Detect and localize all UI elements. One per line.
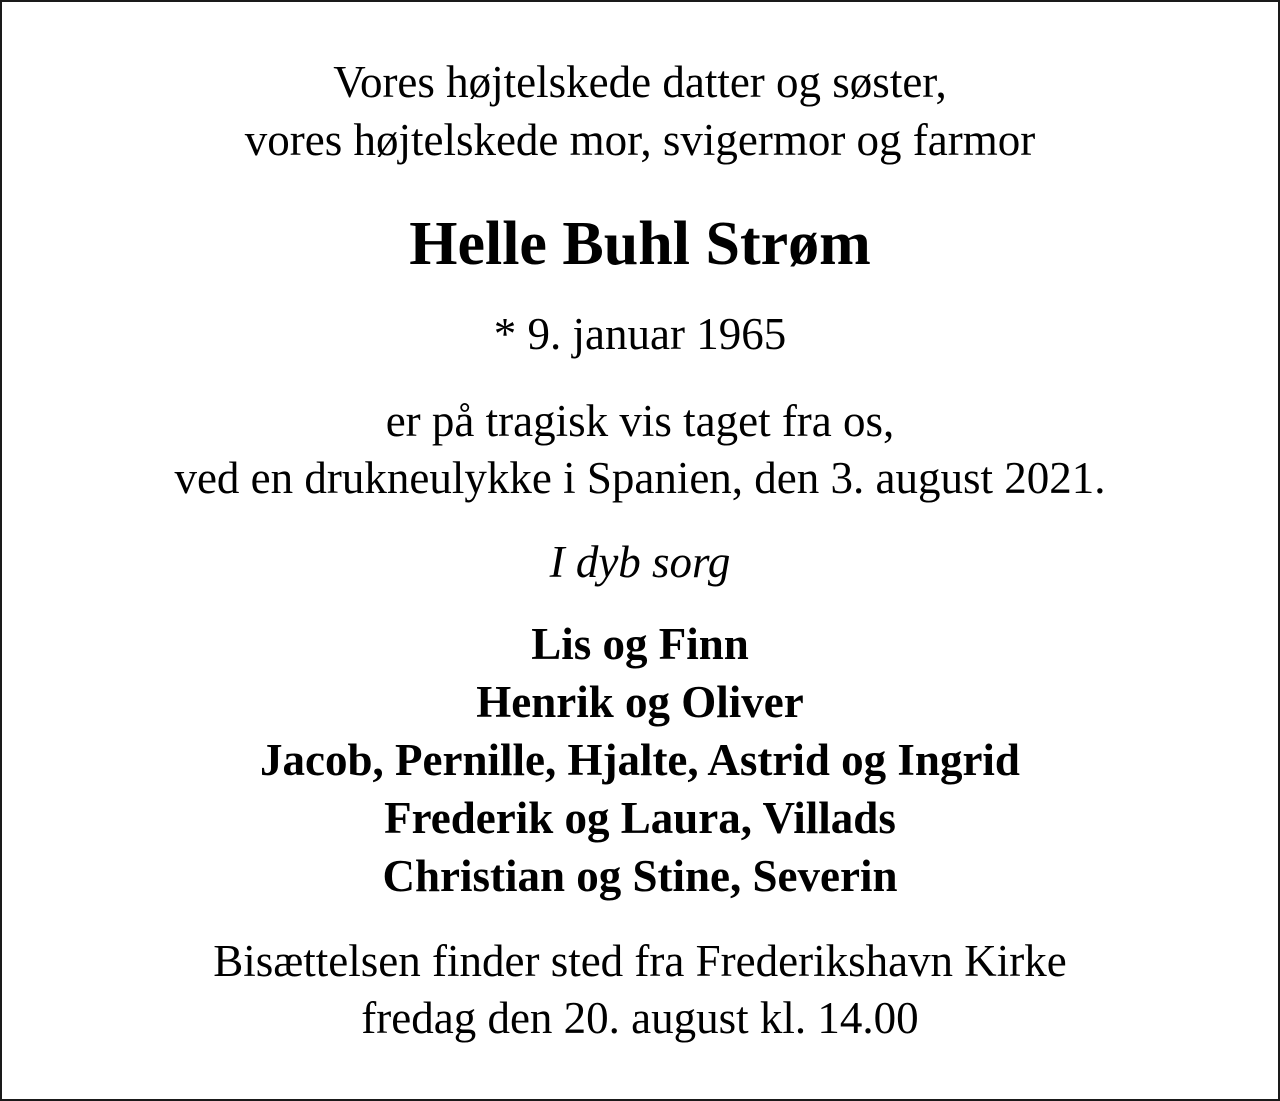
announcement-line-2: ved en drukneulykke i Spanien, den 3. august 2021. — [174, 453, 1106, 503]
funeral-location: Bisættelsen finder sted fra Frederikshavn Kirke — [213, 936, 1067, 986]
mourner-line: Frederik og Laura, Villads — [384, 793, 896, 843]
mourner-line: Henrik og Oliver — [476, 677, 804, 727]
deceased-name: Helle Buhl Strøm — [409, 210, 871, 278]
mourner-line: Jacob, Pernille, Hjalte, Astrid og Ingrid — [260, 735, 1020, 785]
announcement-line-1: er på tragisk vis taget fra os, — [385, 396, 895, 446]
intro-line-2: vores højtelskede mor, svigermor og farmor — [244, 115, 1036, 165]
mourner-line: Christian og Stine, Severin — [382, 851, 898, 901]
intro-line-1: Vores højtelskede datter og søster, — [333, 57, 947, 107]
mourner-line: Lis og Finn — [531, 619, 749, 669]
funeral-time: fredag den 20. august kl. 14.00 — [361, 993, 919, 1043]
birth-date: * 9. januar 1965 — [493, 309, 787, 359]
sorrow-line: I dyb sorg — [549, 537, 731, 587]
